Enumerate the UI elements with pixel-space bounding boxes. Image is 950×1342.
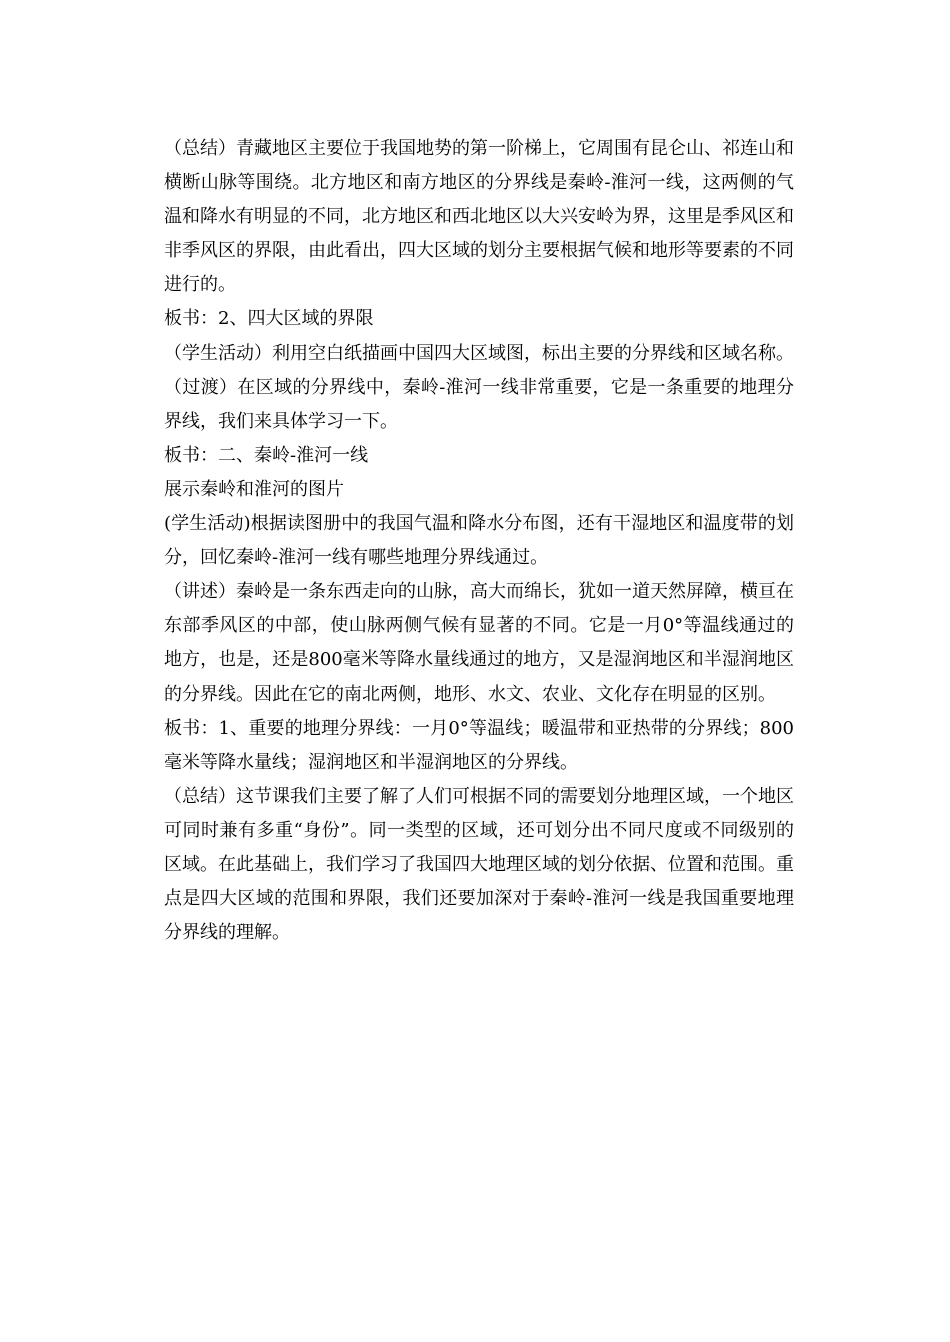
paragraph-board-boundaries: 板书：2、四大区域的界限: [164, 308, 374, 330]
paragraph-student-activity-atlas: (学生活动)根据读图册中的我国气温和降水分布图，还有干湿地区和温度带的划分，回忆秦岭-淮河一线有哪些地理分界线通过。: [164, 513, 794, 569]
paragraph-transition: （过渡）在区域的分界线中，秦岭-淮河一线非常重要，它是一条重要的地理分界线，我们来具体学习一下。: [164, 376, 794, 432]
paragraph-student-activity-map: （学生活动）利用空白纸描画中国四大区域图，标出主要的分界线和区域名称。: [164, 342, 794, 364]
paragraph-board-qinling-huaihe: 板书：二、秦岭-淮河一线: [164, 444, 369, 466]
paragraph-lecture-qinling: （讲述）秦岭是一条东西走向的山脉，高大而绵长，犹如一道天然屏障，横亘在东部季风区的中部，使山脉两侧气候有显著的不同。它是一月0°等温线通过的地方，也是，还是800毫米等降水量线通过的地方，又是湿润地区和半湿润地区的分界线。因此在它的南北两侧，地形、水文、农业、文化存在明显的区别。: [164, 581, 794, 705]
paragraph-summary-lesson: （总结）这节课我们主要了解了人们可根据不同的需要划分地理区域，一个地区可同时兼有多重“身份”。同一类型的区域，还可划分出不同尺度或不同级别的区域。在此基础上，我们学习了我国四大地理区域的划分依据、位置和范围。重点是四大区域的范围和界限，我们还要加深对于秦岭-淮河一线是我国重要地理分界线的理解。: [164, 785, 794, 944]
paragraph-show-pictures: 展示秦岭和淮河的图片: [164, 478, 344, 500]
paragraph-board-dividing-lines: 板书：1、重要的地理分界线：一月0°等温线；暖温带和亚热带的分界线；800毫米等降水量线；湿润地区和半湿润地区的分界线。: [164, 717, 794, 773]
document-body: [164, 132, 794, 950]
paragraph-summary-qingzang: （总结）青藏地区主要位于我国地势的第一阶梯上，它周围有昆仑山、祁连山和横断山脉等围绕。北方地区和南方地区的分界线是秦岭-淮河一线，这两侧的气温和降水有明显的不同，北方地区和西北地区以大兴安岭为界，这里是季风区和非季风区的界限，由此看出，四大区域的划分主要根据气候和地形等要素的不同进行的。: [164, 138, 794, 296]
